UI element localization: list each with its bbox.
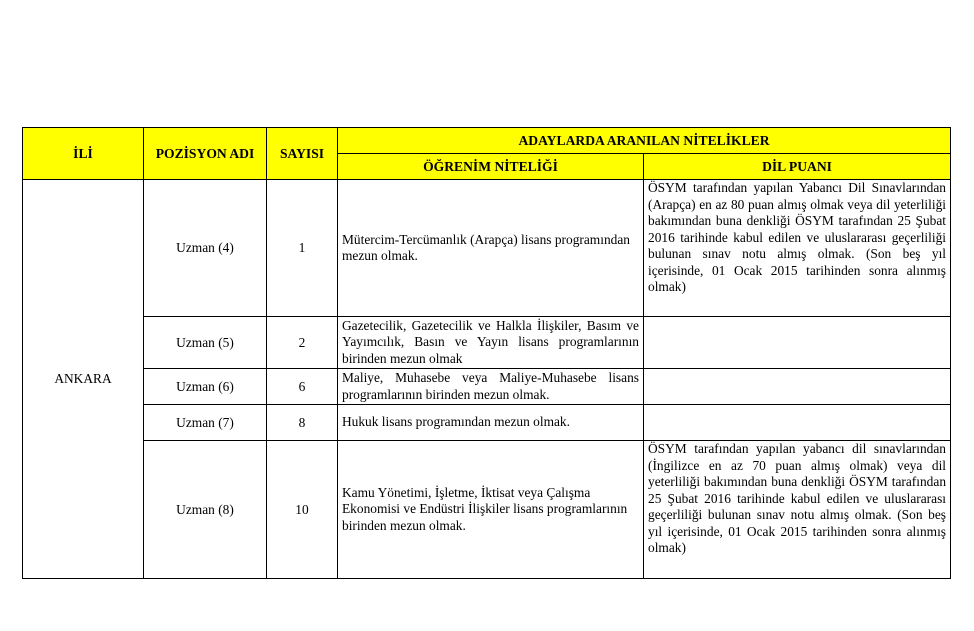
count-cell: 2 [267, 317, 338, 369]
header-ili: İLİ [23, 128, 144, 180]
header-pozisyon-adi: POZİSYON ADI [144, 128, 267, 180]
header-dil-puani: DİL PUANI [644, 154, 951, 180]
count-cell: 10 [267, 441, 338, 579]
positions-table [22, 127, 951, 579]
education-cell: Hukuk lisans programından mezun olmak. [338, 405, 644, 441]
education-cell: Kamu Yönetimi, İşletme, İktisat veya Çalışma Ekonomisi ve Endüstri İlişkiler lisans programlarının birinden mezun olmak. [338, 441, 644, 579]
position-cell: Uzman (8) [144, 441, 267, 579]
language-cell [644, 369, 951, 405]
position-cell: Uzman (7) [144, 405, 267, 441]
education-cell: Mütercim-Tercümanlık (Arapça) lisans programından mezun olmak. [338, 180, 644, 317]
header-aranilan-nitelikler: ADAYLARDA ARANILAN NİTELİKLER [338, 128, 951, 154]
table-row [23, 441, 951, 579]
count-cell: 8 [267, 405, 338, 441]
table-row [23, 405, 951, 441]
city-cell: ANKARA [23, 180, 144, 579]
table-row [23, 317, 951, 369]
language-cell [644, 317, 951, 369]
table-row [23, 180, 951, 317]
language-cell: ÖSYM tarafından yapılan yabancı dil sınavlarından (İngilizce en az 70 puan almış olmak) veya dil yeterliliği bakımından buna denkliği ÖSYM tarafından 25 Şubat 2016 tarihinde kabul edilen ve uluslararası geçerliliği bulunan sınav notu almış olmak. (Son beş yıl içerisinde, 01 Ocak 2015 tarihinden sonra alınmış olmak) [644, 441, 951, 579]
position-cell: Uzman (6) [144, 369, 267, 405]
language-cell: ÖSYM tarafından yapılan Yabancı Dil Sınavlarından (Arapça) en az 80 puan almış olmak veya dil yeterliliği bakımından buna denkliği ÖSYM tarafından 25 Şubat 2016 tarihinde kabul edilen ve uluslararası geçerliliği bulunan sınav notu almış olmak. (Son beş yıl içerisinde, 01 Ocak 2015 tarihinden sonra alınmış olmak) [644, 180, 951, 317]
position-cell: Uzman (4) [144, 180, 267, 317]
education-cell: Gazetecilik, Gazetecilik ve Halkla İlişkiler, Basım ve Yayımcılık, Basın ve Yayın lisans programlarının birinden mezun olmak [338, 317, 644, 369]
count-cell: 6 [267, 369, 338, 405]
position-cell: Uzman (5) [144, 317, 267, 369]
header-sayisi: SAYISI [267, 128, 338, 180]
education-cell: Maliye, Muhasebe veya Maliye-Muhasebe lisans programlarının birinden mezun olmak. [338, 369, 644, 405]
count-cell: 1 [267, 180, 338, 317]
header-ogrenim-niteligi: ÖĞRENİM NİTELİĞİ [338, 154, 644, 180]
table-row [23, 369, 951, 405]
language-cell [644, 405, 951, 441]
